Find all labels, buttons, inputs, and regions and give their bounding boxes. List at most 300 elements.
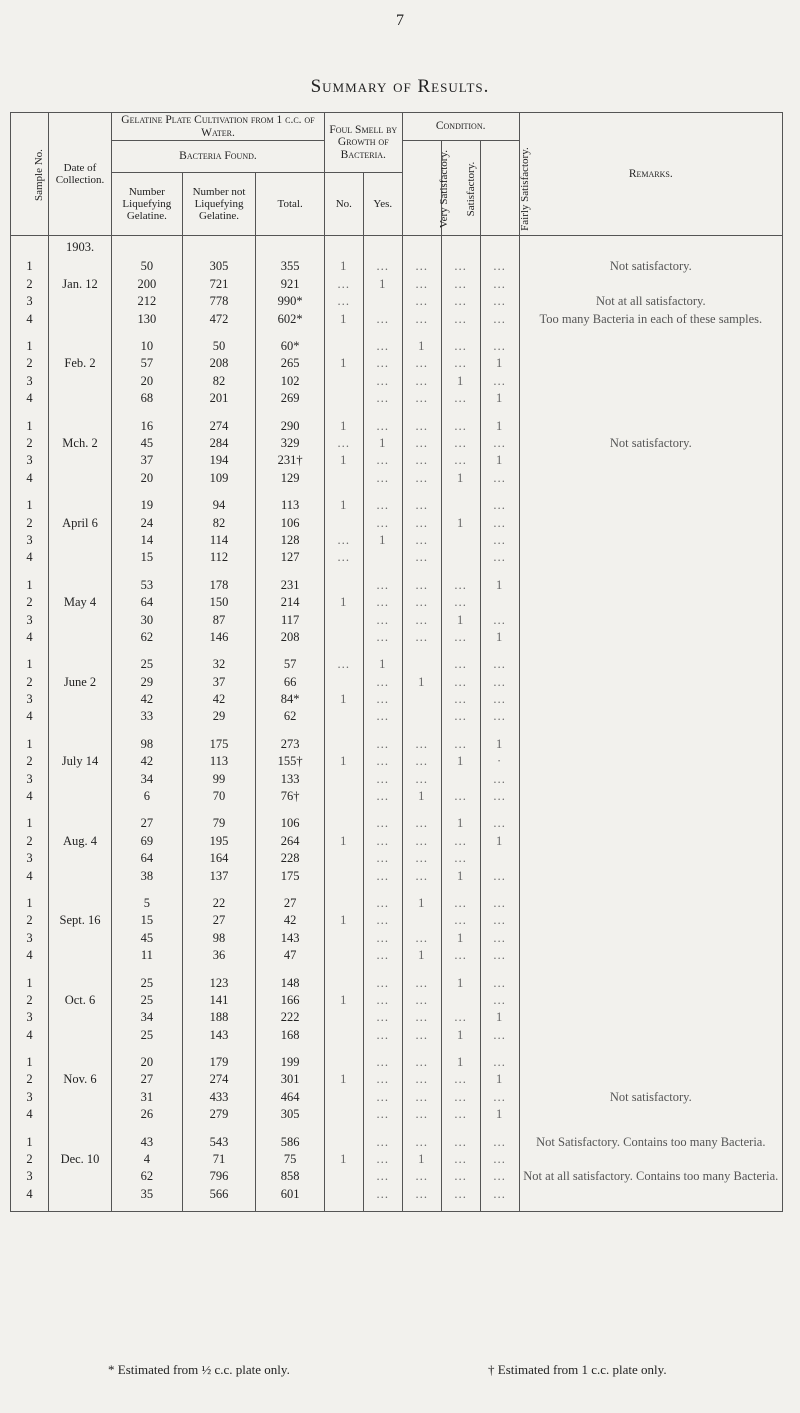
total-cell: 222 — [256, 1009, 324, 1026]
sample-no-cell: 1 — [11, 895, 49, 912]
date-cell — [48, 850, 111, 867]
very-satisfactory-cell: … — [402, 1106, 441, 1123]
fairly-satisfactory-cell: … — [480, 992, 519, 1009]
date-cell: Dec. 10 — [48, 1151, 111, 1168]
satisfactory-cell: … — [441, 577, 480, 594]
foul-yes-cell: … — [363, 1071, 402, 1088]
date-cell — [48, 1168, 111, 1185]
fairly-satisfactory-cell: … — [480, 788, 519, 805]
foul-yes-cell: … — [363, 992, 402, 1009]
total-cell: 76† — [256, 788, 324, 805]
fairly-satisfactory-cell: … — [480, 947, 519, 964]
fairly-satisfactory-cell: … — [480, 912, 519, 929]
foul-yes-cell: … — [363, 514, 402, 531]
group-spacer — [11, 487, 783, 497]
not-liquefying-cell: 194 — [182, 452, 256, 469]
sample-no-cell: 1 — [11, 258, 49, 275]
liquefying-cell: 27 — [112, 815, 183, 832]
fairly-satisfactory-cell: 1 — [480, 1009, 519, 1026]
col-no: No. — [324, 173, 363, 236]
not-liquefying-cell: 123 — [182, 974, 256, 991]
not-liquefying-cell: 188 — [182, 1009, 256, 1026]
remark-cell — [519, 276, 782, 293]
very-satisfactory-cell: … — [402, 258, 441, 275]
total-cell: 601 — [256, 1186, 324, 1203]
sample-no-cell: 3 — [11, 452, 49, 469]
date-cell: April 6 — [48, 514, 111, 531]
foul-yes-cell: … — [363, 770, 402, 787]
col-fairly-satisfactory: Fairly Satisfactory. — [480, 141, 519, 236]
liquefying-cell: 98 — [112, 736, 183, 753]
satisfactory-cell: … — [441, 293, 480, 310]
footnote-star: * Estimated from ½ c.c. plate only. — [108, 1362, 290, 1377]
total-cell: 305 — [256, 1106, 324, 1123]
fairly-satisfactory-cell: … — [480, 514, 519, 531]
foul-yes-cell: … — [363, 1054, 402, 1071]
foul-yes-cell: … — [363, 611, 402, 628]
foul-no-cell: 1 — [324, 833, 363, 850]
not-liquefying-cell: 113 — [182, 753, 256, 770]
foul-yes-cell: … — [363, 258, 402, 275]
very-satisfactory-cell: 1 — [402, 788, 441, 805]
fairly-satisfactory-cell: 1 — [480, 390, 519, 407]
foul-no-cell: … — [324, 276, 363, 293]
liquefying-cell: 20 — [112, 470, 183, 487]
table-body — [11, 236, 783, 1212]
remark-cell — [519, 390, 782, 407]
date-cell — [48, 629, 111, 646]
foul-yes-cell: … — [363, 736, 402, 753]
table-row — [11, 611, 783, 628]
remark-cell — [519, 611, 782, 628]
foul-no-cell: … — [324, 532, 363, 549]
foul-yes-cell: … — [363, 310, 402, 327]
sample-no-cell: 3 — [11, 770, 49, 787]
date-cell — [48, 1009, 111, 1026]
satisfactory-cell: … — [441, 258, 480, 275]
total-cell: 269 — [256, 390, 324, 407]
total-cell: 264 — [256, 833, 324, 850]
foul-no-cell — [324, 338, 363, 355]
not-liquefying-cell: 82 — [182, 514, 256, 531]
foul-yes-cell: … — [363, 594, 402, 611]
very-satisfactory-cell: … — [402, 850, 441, 867]
not-liquefying-cell: 179 — [182, 1054, 256, 1071]
total-cell: 586 — [256, 1133, 324, 1150]
not-liquefying-cell: 112 — [182, 549, 256, 566]
not-liquefying-cell: 42 — [182, 691, 256, 708]
liquefying-cell: 34 — [112, 770, 183, 787]
fairly-satisfactory-cell: … — [480, 673, 519, 690]
foul-yes-cell: 1 — [363, 532, 402, 549]
satisfactory-cell: … — [441, 417, 480, 434]
table-row — [11, 338, 783, 355]
group-spacer — [11, 407, 783, 417]
not-liquefying-cell: 433 — [182, 1089, 256, 1106]
total-cell: 990* — [256, 293, 324, 310]
fairly-satisfactory-cell: 1 — [480, 629, 519, 646]
fairly-satisfactory-cell: … — [480, 1054, 519, 1071]
total-cell: 355 — [256, 258, 324, 275]
date-cell — [48, 815, 111, 832]
total-cell: 921 — [256, 276, 324, 293]
liquefying-cell: 10 — [112, 338, 183, 355]
fairly-satisfactory-cell: … — [480, 974, 519, 991]
fairly-satisfactory-cell: 1 — [480, 452, 519, 469]
not-liquefying-cell: 137 — [182, 867, 256, 884]
table-row — [11, 708, 783, 725]
sample-no-cell: 3 — [11, 611, 49, 628]
table-row — [11, 736, 783, 753]
group-spacer — [11, 646, 783, 656]
very-satisfactory-cell: … — [402, 753, 441, 770]
fairly-satisfactory-cell: … — [480, 1027, 519, 1044]
very-satisfactory-cell: … — [402, 514, 441, 531]
satisfactory-cell: … — [441, 1151, 480, 1168]
liquefying-cell: 38 — [112, 867, 183, 884]
remark-cell — [519, 1054, 782, 1071]
foul-no-cell — [324, 514, 363, 531]
foul-no-cell — [324, 611, 363, 628]
fairly-satisfactory-cell: … — [480, 895, 519, 912]
not-liquefying-cell: 150 — [182, 594, 256, 611]
page-number: 7 — [396, 12, 404, 29]
not-liquefying-cell: 37 — [182, 673, 256, 690]
very-satisfactory-cell: … — [402, 815, 441, 832]
fairly-satisfactory-cell: … — [480, 373, 519, 390]
liquefying-cell: 20 — [112, 1054, 183, 1071]
table-row — [11, 974, 783, 991]
satisfactory-cell: 1 — [441, 974, 480, 991]
very-satisfactory-cell: … — [402, 373, 441, 390]
total-cell: 175 — [256, 867, 324, 884]
not-liquefying-cell: 566 — [182, 1186, 256, 1203]
date-cell — [48, 708, 111, 725]
date-cell — [48, 1186, 111, 1203]
date-cell — [48, 867, 111, 884]
liquefying-cell: 43 — [112, 1133, 183, 1150]
total-cell: 231† — [256, 452, 324, 469]
page-title: Summary of Results. — [310, 76, 490, 97]
group-spacer — [11, 885, 783, 895]
date-cell: Aug. 4 — [48, 833, 111, 850]
foul-yes-cell: … — [363, 629, 402, 646]
table-row — [11, 947, 783, 964]
liquefying-cell: 200 — [112, 276, 183, 293]
not-liquefying-cell: 29 — [182, 708, 256, 725]
total-cell: 143 — [256, 930, 324, 947]
remark-cell — [519, 656, 782, 673]
foul-no-cell: 1 — [324, 310, 363, 327]
sample-no-cell: 1 — [11, 1133, 49, 1150]
sample-no-cell: 1 — [11, 656, 49, 673]
satisfactory-cell: … — [441, 390, 480, 407]
satisfactory-cell: … — [441, 833, 480, 850]
date-cell — [48, 1089, 111, 1106]
remark-cell — [519, 992, 782, 1009]
table-row — [11, 895, 783, 912]
satisfactory-cell: 1 — [441, 867, 480, 884]
foul-no-cell — [324, 470, 363, 487]
date-cell: July 14 — [48, 753, 111, 770]
sample-no-cell: 4 — [11, 390, 49, 407]
fairly-satisfactory-cell: 1 — [480, 1106, 519, 1123]
very-satisfactory-cell: … — [402, 992, 441, 1009]
total-cell: 329 — [256, 435, 324, 452]
date-cell: May 4 — [48, 594, 111, 611]
fairly-satisfactory-cell: … — [480, 770, 519, 787]
satisfactory-cell: … — [441, 912, 480, 929]
group-spacer — [11, 726, 783, 736]
remark-cell: Not satisfactory. — [519, 258, 782, 275]
sample-no-cell: 2 — [11, 833, 49, 850]
total-cell: 60* — [256, 338, 324, 355]
remark-cell — [519, 691, 782, 708]
sample-no-cell: 1 — [11, 974, 49, 991]
liquefying-cell: 11 — [112, 947, 183, 964]
remark-cell — [519, 947, 782, 964]
satisfactory-cell — [441, 497, 480, 514]
foul-yes-cell: … — [363, 1089, 402, 1106]
fairly-satisfactory-cell: … — [480, 611, 519, 628]
liquefying-cell: 14 — [112, 532, 183, 549]
very-satisfactory-cell: … — [402, 736, 441, 753]
very-satisfactory-cell: … — [402, 497, 441, 514]
sample-no-cell: 1 — [11, 736, 49, 753]
total-cell: 128 — [256, 532, 324, 549]
remark-cell — [519, 1027, 782, 1044]
table-row — [11, 850, 783, 867]
foul-yes-cell: 1 — [363, 435, 402, 452]
sample-no-cell: 2 — [11, 514, 49, 531]
remark-cell — [519, 338, 782, 355]
very-satisfactory-cell: … — [402, 310, 441, 327]
foul-no-cell: 1 — [324, 691, 363, 708]
col-foul-smell: Foul Smell by Growth of Bacteria. — [324, 113, 402, 173]
date-cell — [48, 895, 111, 912]
satisfactory-cell: … — [441, 338, 480, 355]
foul-yes-cell: … — [363, 577, 402, 594]
remark-cell — [519, 1151, 782, 1168]
fairly-satisfactory-cell: … — [480, 1151, 519, 1168]
fairly-satisfactory-cell: 1 — [480, 417, 519, 434]
remark-cell — [519, 1106, 782, 1123]
remark-cell — [519, 514, 782, 531]
fairly-satisfactory-cell: … — [480, 815, 519, 832]
remark-cell — [519, 417, 782, 434]
very-satisfactory-cell: … — [402, 1089, 441, 1106]
date-cell — [48, 338, 111, 355]
table-row — [11, 549, 783, 566]
liquefying-cell: 6 — [112, 788, 183, 805]
foul-no-cell — [324, 788, 363, 805]
total-cell: 214 — [256, 594, 324, 611]
foul-yes-cell: … — [363, 1168, 402, 1185]
sample-no-cell: 2 — [11, 673, 49, 690]
table-row — [11, 1186, 783, 1203]
total-cell: 199 — [256, 1054, 324, 1071]
fairly-satisfactory-cell: · — [480, 753, 519, 770]
foul-yes-cell: … — [363, 833, 402, 850]
total-cell: 27 — [256, 895, 324, 912]
date-cell — [48, 497, 111, 514]
satisfactory-cell: … — [441, 1133, 480, 1150]
not-liquefying-cell: 284 — [182, 435, 256, 452]
foul-yes-cell: 1 — [363, 276, 402, 293]
very-satisfactory-cell — [402, 708, 441, 725]
foul-yes-cell: … — [363, 1186, 402, 1203]
foul-yes-cell: … — [363, 452, 402, 469]
liquefying-cell: 68 — [112, 390, 183, 407]
sample-no-cell: 4 — [11, 1186, 49, 1203]
sample-no-cell: 1 — [11, 338, 49, 355]
total-cell: 62 — [256, 708, 324, 725]
date-cell: Sept. 16 — [48, 912, 111, 929]
very-satisfactory-cell: … — [402, 549, 441, 566]
table-row — [11, 594, 783, 611]
table-row — [11, 1168, 783, 1185]
remark-cell: Not satisfactory. — [519, 1089, 782, 1106]
sample-no-cell: 3 — [11, 532, 49, 549]
total-cell: 228 — [256, 850, 324, 867]
foul-no-cell — [324, 850, 363, 867]
remark-cell — [519, 470, 782, 487]
date-cell — [48, 656, 111, 673]
fairly-satisfactory-cell: … — [480, 258, 519, 275]
total-cell: 148 — [256, 974, 324, 991]
date-cell: Feb. 2 — [48, 355, 111, 372]
satisfactory-cell: … — [441, 656, 480, 673]
date-cell — [48, 770, 111, 787]
foul-no-cell: 1 — [324, 1151, 363, 1168]
liquefying-cell: 27 — [112, 1071, 183, 1088]
very-satisfactory-cell: … — [402, 1009, 441, 1026]
total-cell: 42 — [256, 912, 324, 929]
foul-no-cell — [324, 895, 363, 912]
total-cell: 102 — [256, 373, 324, 390]
liquefying-cell: 31 — [112, 1089, 183, 1106]
table-row — [11, 1054, 783, 1071]
not-liquefying-cell: 778 — [182, 293, 256, 310]
satisfactory-cell: … — [441, 788, 480, 805]
very-satisfactory-cell: … — [402, 1133, 441, 1150]
liquefying-cell: 33 — [112, 708, 183, 725]
liquefying-cell: 15 — [112, 549, 183, 566]
very-satisfactory-cell — [402, 691, 441, 708]
total-cell: 66 — [256, 673, 324, 690]
table-row — [11, 497, 783, 514]
foul-no-cell: 1 — [324, 992, 363, 1009]
liquefying-cell: 15 — [112, 912, 183, 929]
sample-no-cell: 2 — [11, 992, 49, 1009]
foul-no-cell — [324, 673, 363, 690]
foul-no-cell — [324, 1054, 363, 1071]
date-cell: June 2 — [48, 673, 111, 690]
sample-no-cell: 3 — [11, 1009, 49, 1026]
not-liquefying-cell: 164 — [182, 850, 256, 867]
remark-cell — [519, 532, 782, 549]
liquefying-cell: 130 — [112, 310, 183, 327]
very-satisfactory-cell: … — [402, 930, 441, 947]
total-cell: 57 — [256, 656, 324, 673]
very-satisfactory-cell: 1 — [402, 947, 441, 964]
liquefying-cell: 62 — [112, 1168, 183, 1185]
fairly-satisfactory-cell: … — [480, 549, 519, 566]
date-cell — [48, 974, 111, 991]
date-cell — [48, 470, 111, 487]
foul-no-cell — [324, 1089, 363, 1106]
satisfactory-cell: … — [441, 691, 480, 708]
foul-no-cell — [324, 1133, 363, 1150]
very-satisfactory-cell: … — [402, 577, 441, 594]
col-liquefying: Number Liquefying Gelatine. — [112, 173, 183, 236]
very-satisfactory-cell: … — [402, 1071, 441, 1088]
table-row — [11, 867, 783, 884]
sample-no-cell: 3 — [11, 1168, 49, 1185]
remark-cell — [519, 673, 782, 690]
table-row — [11, 1027, 783, 1044]
very-satisfactory-cell: 1 — [402, 895, 441, 912]
foul-no-cell — [324, 867, 363, 884]
satisfactory-cell: … — [441, 629, 480, 646]
foul-yes-cell: … — [363, 815, 402, 832]
total-cell: 47 — [256, 947, 324, 964]
sample-no-cell: 2 — [11, 1071, 49, 1088]
not-liquefying-cell: 305 — [182, 258, 256, 275]
date-cell — [48, 1106, 111, 1123]
liquefying-cell: 5 — [112, 895, 183, 912]
liquefying-cell: 25 — [112, 974, 183, 991]
sample-no-cell: 2 — [11, 276, 49, 293]
not-liquefying-cell: 274 — [182, 1071, 256, 1088]
satisfactory-cell: … — [441, 736, 480, 753]
foul-yes-cell: … — [363, 753, 402, 770]
very-satisfactory-cell: 1 — [402, 1151, 441, 1168]
liquefying-cell: 62 — [112, 629, 183, 646]
total-cell: 602* — [256, 310, 324, 327]
satisfactory-cell: … — [441, 452, 480, 469]
liquefying-cell: 25 — [112, 656, 183, 673]
foul-no-cell — [324, 390, 363, 407]
table-row — [11, 788, 783, 805]
satisfactory-cell — [441, 532, 480, 549]
very-satisfactory-cell: … — [402, 1186, 441, 1203]
total-cell: 231 — [256, 577, 324, 594]
col-gelatine-group: Gelatine Plate Cultivation from 1 c.c. of Water. — [112, 113, 325, 141]
date-cell: Nov. 6 — [48, 1071, 111, 1088]
col-total: Total. — [256, 173, 324, 236]
liquefying-cell: 29 — [112, 673, 183, 690]
satisfactory-cell: … — [441, 1168, 480, 1185]
very-satisfactory-cell: … — [402, 867, 441, 884]
remark-cell — [519, 930, 782, 947]
date-cell — [48, 691, 111, 708]
liquefying-cell: 45 — [112, 435, 183, 452]
table-row — [11, 1133, 783, 1150]
fairly-satisfactory-cell: … — [480, 293, 519, 310]
remark-cell — [519, 452, 782, 469]
liquefying-cell: 16 — [112, 417, 183, 434]
very-satisfactory-cell: … — [402, 417, 441, 434]
remark-cell — [519, 1009, 782, 1026]
foul-yes-cell: … — [363, 338, 402, 355]
table-row — [11, 1071, 783, 1088]
date-cell — [48, 310, 111, 327]
remark-cell — [519, 770, 782, 787]
not-liquefying-cell: 87 — [182, 611, 256, 628]
liquefying-cell: 30 — [112, 611, 183, 628]
not-liquefying-cell: 114 — [182, 532, 256, 549]
